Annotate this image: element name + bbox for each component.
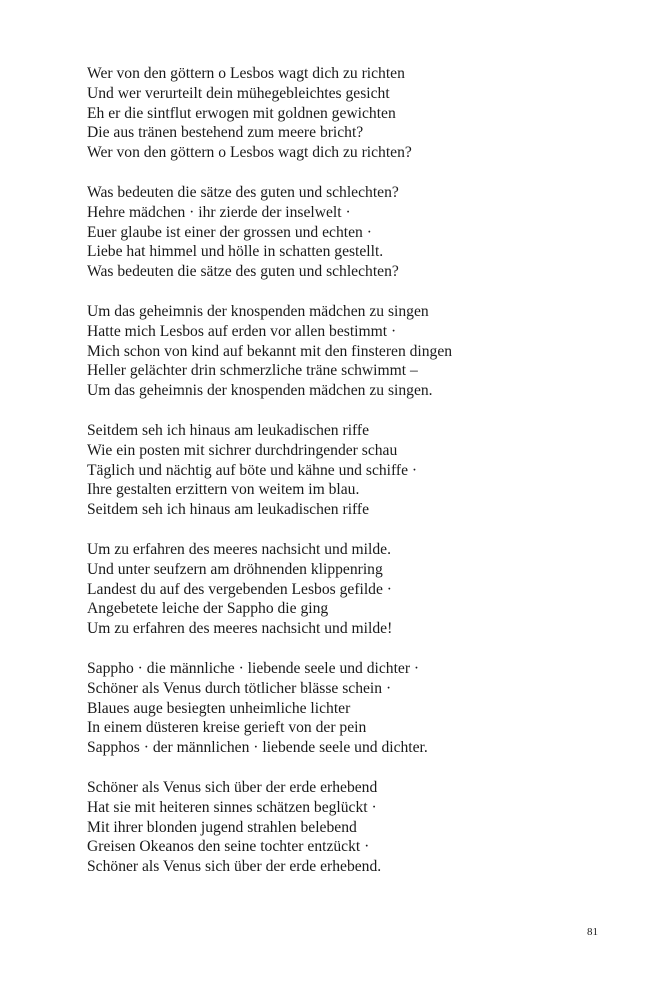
stanza-7 <box>87 778 607 877</box>
stanza-6 <box>87 659 607 758</box>
poem-line: Wer von den göttern o Lesbos wagt dich zu richten? <box>87 144 412 162</box>
poem-line: Um zu erfahren des meeres nachsicht und milde! <box>87 620 393 638</box>
stanza-2 <box>87 183 607 282</box>
poem-line: Die aus tränen bestehend zum meere bricht? <box>87 124 364 142</box>
stanza-1 <box>87 64 607 163</box>
poem <box>87 64 607 897</box>
poem-line: Euer glaube ist einer der grossen und echten · <box>87 223 372 241</box>
poem-line: Ihre gestalten erzittern von weitem im blau. <box>87 481 360 499</box>
stanza-5 <box>87 540 607 639</box>
poem-line: Seitdem seh ich hinaus am leukadischen riffe <box>87 501 370 519</box>
poem-line: Hatte mich Lesbos auf erden vor allen bestimmt · <box>87 322 397 340</box>
poem-line: Schöner als Venus sich über der erde erhebend <box>87 778 378 796</box>
poem-line: Heller gelächter drin schmerzliche träne schwimmt – <box>87 362 418 380</box>
poem-line: Wie ein posten mit sichrer durchdringender schau <box>87 441 398 459</box>
poem-line: Landest du auf des vergebenden Lesbos gefilde · <box>87 580 392 598</box>
stanza-4 <box>87 421 607 520</box>
poem-line: Täglich und nächtig auf böte und kähne und schiffe · <box>87 461 418 479</box>
poem-line: Was bedeuten die sätze des guten und schlechten? <box>87 263 399 281</box>
poem-line: Schöner als Venus sich über der erde erhebend. <box>87 858 382 876</box>
poem-line: Hat sie mit heiteren sinnes schätzen beglückt · <box>87 798 377 816</box>
poem-line: Mit ihrer blonden jugend strahlen belebend <box>87 818 357 836</box>
page-number: 81 <box>587 926 598 938</box>
poem-line: Schöner als Venus durch tötlicher blässe schein · <box>87 679 392 697</box>
poem-line: Hehre mädchen · ihr zierde der inselwelt · <box>87 203 351 221</box>
poem-line: Und wer verurteilt dein mühegebleichtes gesicht <box>87 84 390 102</box>
poem-line: Was bedeuten die sätze des guten und schlechten? <box>87 183 399 201</box>
poem-line: Angebetete leiche der Sappho die ging <box>87 600 329 618</box>
poem-line: Wer von den göttern o Lesbos wagt dich zu richten <box>87 65 405 82</box>
stanza-3 <box>87 302 607 401</box>
poem-line: Seitdem seh ich hinaus am leukadischen riffe <box>87 421 370 439</box>
poem-line: Und unter seufzern am dröhnenden klippenring <box>87 560 383 578</box>
poem-line: Um das geheimnis der knospenden mädchen zu singen. <box>87 382 433 400</box>
poem-line: Greisen Okeanos den seine tochter entzückt · <box>87 838 370 856</box>
poem-line: Sappho · die männliche · liebende seele und dichter · <box>87 659 420 677</box>
poem-line: Sapphos · der männlichen · liebende seele und dichter. <box>87 739 428 757</box>
poem-line: Mich schon von kind auf bekannt mit den finsteren dingen <box>87 342 453 360</box>
poem-line: Um zu erfahren des meeres nachsicht und milde. <box>87 540 391 558</box>
poem-line: Blaues auge besiegten unheimliche lichter <box>87 699 351 717</box>
poem-line: Liebe hat himmel und hölle in schatten gestellt. <box>87 243 384 261</box>
poem-line: Um das geheimnis der knospenden mädchen zu singen <box>87 302 429 320</box>
poem-line: Eh er die sintflut erwogen mit goldnen gewichten <box>87 104 396 122</box>
poem-line: In einem düsteren kreise gerieft von der pein <box>87 719 367 737</box>
